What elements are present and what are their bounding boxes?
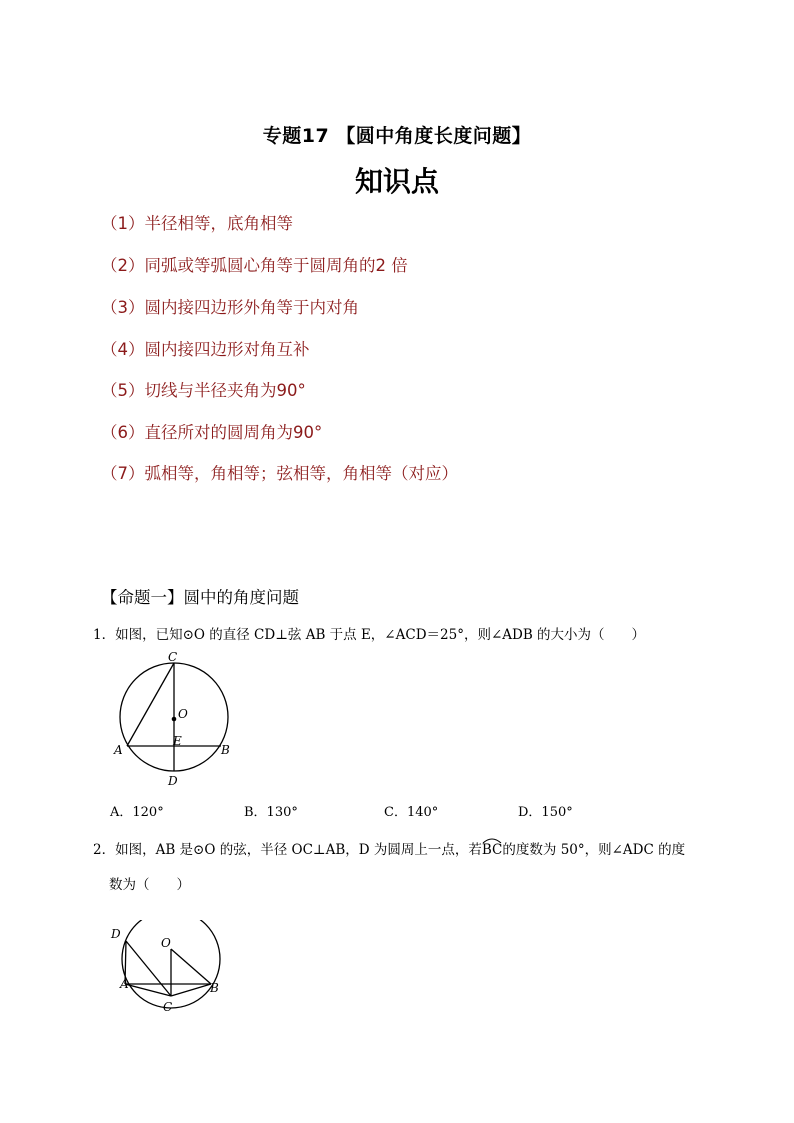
arc-notation xyxy=(482,842,503,858)
radius-ob xyxy=(171,949,211,984)
label-b: B xyxy=(221,743,230,757)
label-o: O xyxy=(178,707,188,721)
question-2-text-part2: 的度数为 50°，则∠ADC 的度 xyxy=(502,842,686,858)
label-a: A xyxy=(114,743,123,757)
arc-label: BC xyxy=(481,842,503,858)
label-d: D xyxy=(168,774,178,788)
section-title: 【命题一】圆中的角度问题 xyxy=(101,588,299,607)
question-2-text-line2: 数为（ ） xyxy=(109,877,190,893)
label-e: E xyxy=(173,734,182,748)
question-1-figure xyxy=(108,648,238,788)
option-c: C．140° xyxy=(384,805,439,820)
question-2-text-part1: 2．如图，AB 是⊙O 的弦，半径 OC⊥AB，D 为圆周上一点，若 xyxy=(93,842,482,858)
label-a: A xyxy=(120,977,129,991)
label-b: B xyxy=(210,981,219,995)
label-c: C xyxy=(163,1000,173,1014)
knowledge-point: （4）圆内接四边形对角互补 xyxy=(101,340,310,359)
knowledge-point: （2）同弧或等弧圆心角等于圆周角的2 倍 xyxy=(101,256,408,275)
knowledge-point: （1）半径相等，底角相等 xyxy=(101,214,293,233)
label-c: C xyxy=(168,650,178,664)
chord-ac xyxy=(127,663,174,746)
knowledge-point: （3）圆内接四边形外角等于内对角 xyxy=(101,298,359,317)
question-1-text: 1．如图，已知⊙O 的直径 CD⊥弦 AB 于点 E，∠ACD＝25°，则∠ADB 的大小为（ ） xyxy=(93,627,646,643)
knowledge-point: （5）切线与半径夹角为90° xyxy=(101,381,306,400)
knowledge-point: （7）弧相等，角相等；弦相等，角相等（对应） xyxy=(101,464,458,483)
arc-symbol xyxy=(481,836,505,844)
option-a: A．120° xyxy=(110,805,164,820)
knowledge-point: （6）直径所对的圆周角为90° xyxy=(101,423,323,442)
option-b: B．130° xyxy=(244,805,298,820)
section-heading-knowledge: 知识点 xyxy=(354,165,439,198)
option-d: D．150° xyxy=(518,805,573,820)
page-title: 专题17 【圆中角度长度问题】 xyxy=(262,125,532,147)
label-d: D xyxy=(111,927,121,941)
chord-ac xyxy=(125,984,171,996)
question-2-figure xyxy=(108,920,238,1020)
label-o: O xyxy=(161,936,171,950)
question-2-text xyxy=(93,838,685,858)
center-point-o xyxy=(172,717,177,722)
